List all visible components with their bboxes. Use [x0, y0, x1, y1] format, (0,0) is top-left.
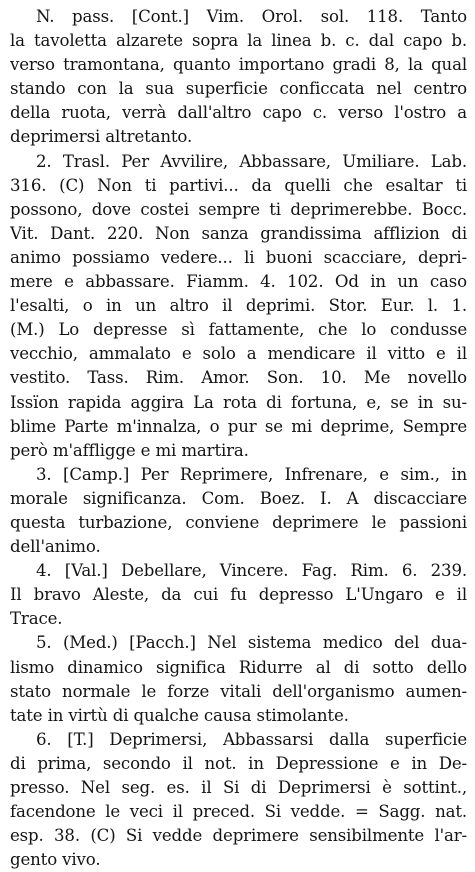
entry-text-line: 6. [T.] Deprimersi, Abbassarsi dalla superficie — [36, 729, 467, 749]
entry-text-line: vecchio, ammalato e solo a mendicare il vitto e il — [10, 344, 467, 364]
entry-text-line: N. pass. [Cont.] Vim. Orol. sol. 118. Tanto — [36, 7, 467, 26]
entry-text-line: deprimersi altretanto. — [10, 127, 193, 147]
entry-text-line: blime Parte m'innalza, o pur se mi deprime, Sempre — [10, 416, 467, 436]
entry-text-line: lismo dinamico significa Ridurre al di sotto dello — [10, 657, 467, 677]
entry-text-line: di prima, secondo il not. in Depressione e in De- — [10, 753, 467, 773]
entry-text-line: 4. [Val.] Debellare, Vincere. Fag. Rim. 6. 239. — [36, 561, 467, 581]
entry-text-line: (M.) Lo depresse sì fattamente, che lo condusse — [10, 320, 467, 340]
entry-text-line: presso. Nel seg. es. il Si di Deprimersi è sottint., — [10, 778, 467, 797]
entry-text-line: però m'affligge e mi martira. — [10, 440, 249, 460]
entry-text-line: possono, dove costei sempre ti deprimerebbe. Bocc. — [10, 199, 467, 219]
entry-text-line: esp. 38. (C) Si vedde deprimere sensibilmente l'ar- — [10, 826, 467, 846]
entry-text-line: Trace. — [10, 609, 63, 629]
entry-text-line: facendone le veci il preced. Si vedde. = Sagg. nat. — [10, 802, 467, 822]
entry-text-line: dell'animo. — [10, 537, 101, 557]
entry-text-line: gento vivo. — [10, 850, 101, 870]
dictionary-entry-deprimere — [10, 5, 467, 872]
entry-text-line: la tavoletta alzarete sopra la linea b. c. dal capo b. — [10, 31, 467, 51]
entry-text-line: Il bravo Aleste, da cui fu depresso L'Ungaro e il — [10, 585, 467, 605]
entry-text-line: l'esalti, o in un altro il deprimi. Stor. Eur. l. 1. — [10, 296, 467, 316]
entry-text-line: mere e abbassare. Fiamm. 4. 102. Od in un caso — [10, 272, 467, 292]
entry-text-line: verso tramontana, quanto importano gradi 8, la qual — [10, 55, 467, 75]
entry-text-line: animo possiamo vedere... li buoni scacciare, depri- — [10, 247, 467, 267]
entry-text-line: Vit. Dant. 220. Non sanza grandissima afflizion di — [10, 223, 467, 243]
entry-text-line: 3. [Camp.] Per Reprimere, Infrenare, e sim., in — [36, 464, 467, 484]
entry-text-line: tate in virtù di qualche causa stimolante. — [10, 705, 349, 725]
entry-text-line: stando con la sua superficie conficcata nel centro — [10, 79, 467, 99]
entry-text-line: morale significanza. Com. Boez. I. A discacciare — [10, 488, 467, 508]
entry-text-line: 5. (Med.) [Pacch.] Nel sistema medico del dua- — [36, 633, 467, 653]
entry-text-line: vestito. Tass. Rim. Amor. Son. 10. Me novello — [10, 368, 467, 388]
entry-text-line: questa turbazione, conviene deprimere le passioni — [10, 512, 467, 532]
entry-text-line: 316. (C) Non ti partivi... da quelli che esaltar ti — [10, 175, 467, 195]
entry-text-line: della ruota, verrà dall'altro capo c. verso l'ostro a — [10, 103, 467, 123]
entry-text-line: 2. Trasl. Per Avvilire, Abbassare, Umiliare. Lab. — [36, 151, 467, 171]
entry-text-line: stato normale le forze vitali dell'organismo aumen- — [10, 681, 467, 701]
entry-text-line: Issïon rapida aggira La rota di fortuna, e, se in su- — [10, 392, 467, 412]
